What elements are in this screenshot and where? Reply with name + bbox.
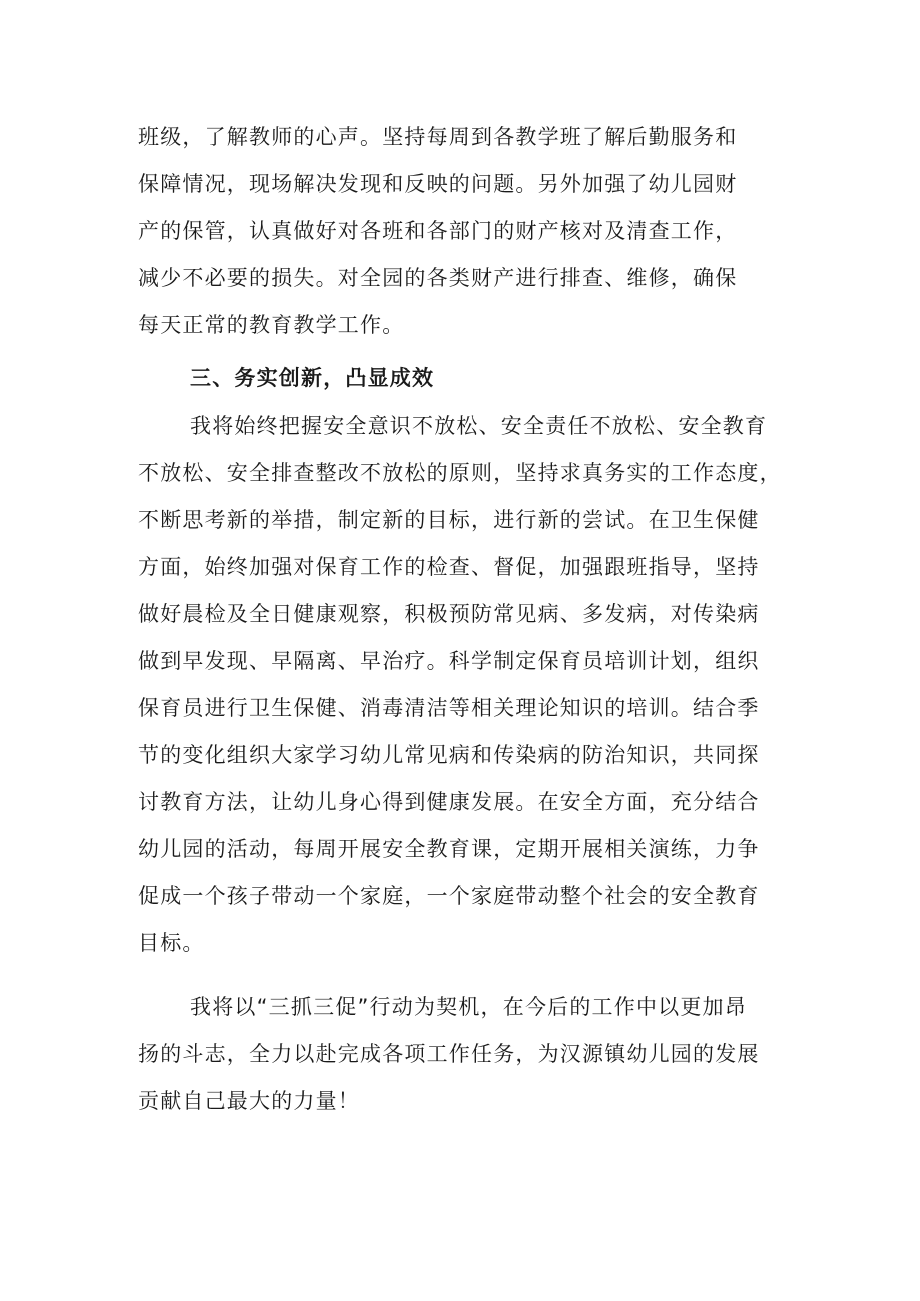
text-line: 目标。: [138, 931, 205, 955]
text-line: 不放松、安全排查整改不放松的原则，坚持求真务实的工作态度，: [138, 461, 782, 485]
text-line: 保障情况，现场解决发现和反映的问题。另外加强了幼儿园财: [138, 172, 738, 196]
text-line: 产的保管，认真做好对各班和各部门的财产核对及清查工作，: [138, 219, 738, 243]
text-line: 保育员进行卫生保健、消毒清洁等相关理论知识的培训。结合季: [138, 696, 760, 720]
text-line: 方面，始终加强对保育工作的检查、督促，加强跟班指导，坚持: [138, 555, 760, 579]
text-line: 我将以“三抓三促”行动为契机，在今后的工作中以更加昂: [190, 995, 747, 1019]
text-line: 减少不必要的损失。对全园的各类财产进行排查、维修，确保: [138, 266, 738, 290]
text-line: 扬的斗志，全力以赴完成各项工作任务，为汉源镇幼儿园的发展: [138, 1042, 760, 1066]
text-line: 每天正常的教育教学工作。: [138, 313, 405, 337]
text-line: 做好晨检及全日健康观察，积极预防常见病、多发病，对传染病: [138, 602, 760, 626]
text-line: 促成一个孩子带动一个家庭，一个家庭带动整个社会的安全教育: [138, 884, 760, 908]
text-line: 不断思考新的举措，制定新的目标，进行新的尝试。在卫生保健: [138, 508, 760, 532]
text-line: 讨教育方法，让幼儿身心得到健康发展。在安全方面，充分结合: [138, 790, 760, 814]
text-line: 做到早发现、早隔离、早治疗。科学制定保育员培训计划，组织: [138, 649, 760, 673]
section-heading: 三、务实创新，凸显成效: [190, 366, 435, 390]
text-line: 班级，了解教师的心声。坚持每周到各教学班了解后勤服务和: [138, 125, 738, 149]
text-line: 我将始终把握安全意识不放松、安全责任不放松、安全教育: [190, 414, 768, 438]
text-line: 贡献自己最大的力量！: [138, 1089, 360, 1113]
text-line: 幼儿园的活动，每周开展安全教育课，定期开展相关演练，力争: [138, 837, 760, 861]
text-line: 节的变化组织大家学习幼儿常见病和传染病的防治知识，共同探: [138, 743, 760, 767]
